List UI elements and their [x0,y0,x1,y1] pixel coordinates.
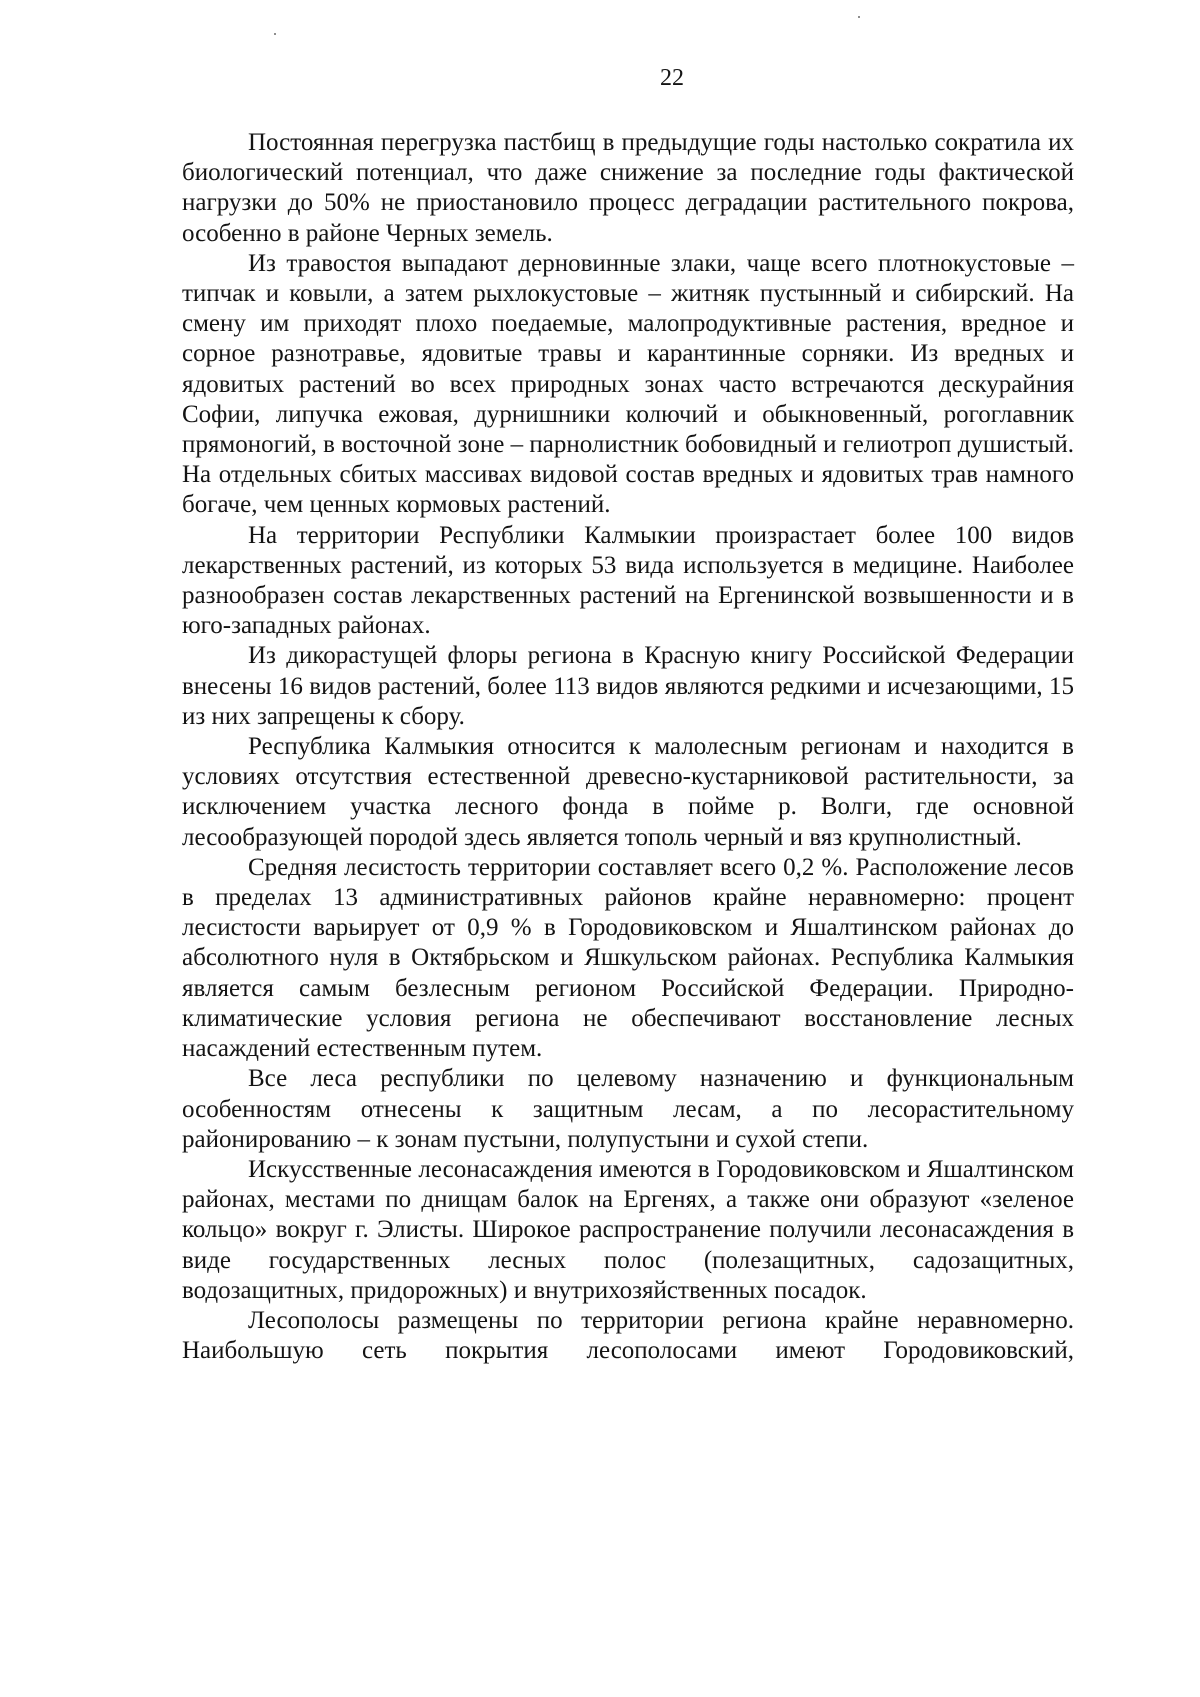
scan-speck [274,33,276,35]
paragraph-forest-belts: Лесополосы размещены по территории региона крайне неравномерно. Наибольшую сеть покрытия лесополосами имеют Городовиковский, [182,1306,1074,1365]
paragraph-medicinal-plants: На территории Республики Калмыкии произрастает более 100 видов лекарственных растений, из которых 53 вида используется в медицине. Наиболее разнообразен состав лекарственных растений на Ергенинской возвышенности и в юго-западных районах. [182,521,1074,640]
page-number: 22 [660,65,684,91]
paragraph-pasture-overload: Постоянная перегрузка пастбищ в предыдущие годы настолько сократила их биологический потенциал, что даже снижение за последние годы фактической нагрузки до 50% не приостановило процесс деградации растительного покрова, особенно в районе Черных земель. [182,129,1074,247]
document-body [182,128,1074,1366]
scan-speck [858,16,860,18]
paragraph-artificial-plantings: Искусственные лесонасаждения имеются в Городовиковском и Яшалтинском районах, местами по днищам балок на Ергенях, а также они образуют «зеленое кольцо» вокруг г. Элисты. Широкое распространение получили лесонасаждения в виде государственных лесных полос (полезащитных, садозащитных, водозащитных, придорожных) и внутрихозяйственных посадок. [182,1155,1074,1304]
paragraph-low-forest-region: Республика Калмыкия относится к малолесным регионам и находится в условиях отсутствия естественной древесно-кустарниковой растительности, за исключением участка лесного фонда в пойме р. Волги, где основной лесообразующей породой здесь является тополь черный и вяз крупнолистный. [182,733,1074,851]
paragraph-protective-forests: Все леса республики по целевому назначению и функциональным особенностям отнесены к защитным лесам, а по лесорастительному районированию – к зонам пустыни, полупустыни и сухой степи. [182,1065,1074,1153]
paragraph-grass-stand: Из травостоя выпадают дерновинные злаки, чаще всего плотнокустовые – типчак и ковыли, а затем рыхлокустовые – житняк пустынный и сибирский. На смену им приходят плохо поедаемые, малопродуктивные растения, вредное и сорное разнотравье, ядовитые травы и карантинные сорняки. Из вредных и ядовитых растений во всех природных зонах часто встречаются дескурайния Софии, липучка ежовая, дурнишники колючий и обыкновенный, рогоглавник прямоногий, в восточной зоне – парнолистник бобовидный и гелиотроп душистый. На отдельных сбитых массивах видовой состав вредных и ядовитых трав намного богаче, чем ценных кормовых растений. [182,249,1074,519]
paragraph-red-book: Из дикорастущей флоры региона в Красную книгу Российской Федерации внесены 16 видов растений, более 113 видов являются редкими и исчезающими, 15 из них запрещены к сбору. [182,642,1074,730]
paragraph-forest-cover: Средняя лесистость территории составляет всего 0,2 %. Расположение лесов в пределах 13 административных районов крайне неравномерно: процент лесистости варьирует от 0,9 % в Городовиковском и Яшалтинском районах до абсолютного нуля в Октябрьском и Яшкульском районах. Республика Калмыкия является самым безлесным регионом Российской Федерации. Природно-климатические условия региона не обеспечивают восстановление лесных насаждений естественным путем. [182,853,1074,1063]
